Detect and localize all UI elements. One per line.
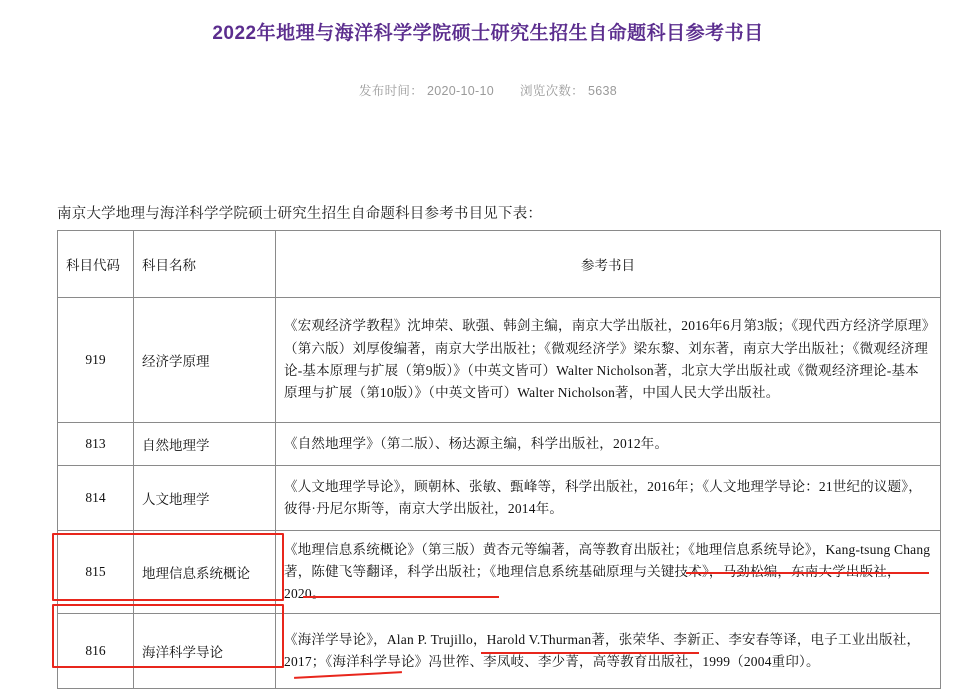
header-code: 科目代码 xyxy=(58,231,134,298)
cell-code: 813 xyxy=(58,423,134,466)
publish-date: 2020-10-10 xyxy=(427,84,494,98)
header-refs: 参考书目 xyxy=(276,231,941,298)
page-meta xyxy=(0,81,976,99)
cell-refs: 《自然地理学》（第二版）、杨达源主编，科学出版社，2012年。 xyxy=(276,423,941,466)
cell-code: 814 xyxy=(58,466,134,531)
table-row xyxy=(58,466,941,531)
table-row xyxy=(58,298,941,423)
publish-time-label: 发布时间： xyxy=(359,84,424,98)
views-count: 5638 xyxy=(587,84,617,98)
cell-refs: 《人文地理学导论》，顾朝林、张敏、甄峰等，科学出版社，2016年；《人文地理学导论：21世纪的议题》，彼得·丹尼尔斯等，南京大学出版社，2014年。 xyxy=(276,466,941,531)
cell-name: 自然地理学 xyxy=(134,423,276,466)
table-row xyxy=(58,423,941,466)
table-header-row xyxy=(58,231,941,298)
cell-name: 海洋科学导论 xyxy=(134,614,276,689)
cell-refs: 《地理信息系统概论》（第三版）黄杏元等编著，高等教育出版社；《地理信息系统导论》，Kang-tsung Chang著，陈健飞等翻译，科学出版社；《地理信息系统基础原理与关键技术》，马劲松编，东南大学出版社，2020。 xyxy=(276,531,941,614)
page-title: 2022年地理与海洋科学学院硕士研究生招生自命题科目参考书目 xyxy=(212,23,764,44)
views-label: 浏览次数： xyxy=(519,84,584,98)
table-row xyxy=(58,614,941,689)
reference-book-table xyxy=(57,230,941,689)
table-row xyxy=(58,531,941,614)
cell-name: 地理信息系统概论 xyxy=(134,531,276,614)
header-name: 科目名称 xyxy=(134,231,276,298)
cell-code: 919 xyxy=(58,298,134,423)
cell-refs: 《宏观经济学教程》沈坤荣、耿强、韩剑主编，南京大学出版社，2016年6月第3版；《现代西方经济学原理》（第六版）刘厚俊编著，南京大学出版社；《微观经济学》梁东黎、刘东著，南京大学出版社；《微观经济理论-基本原理与扩展（第9版）》（中英文皆可）Walter Nicholson著，北京大学出版社或《微观经济理论-基本原理与扩展（第10版）》（中英文皆可）Walter Nicholson著，中国人民大学出版社。 xyxy=(276,298,941,423)
cell-name: 经济学原理 xyxy=(134,298,276,423)
cell-code: 816 xyxy=(58,614,134,689)
cell-name: 人文地理学 xyxy=(134,466,276,531)
cell-refs: 《海洋学导论》，Alan P. Trujillo，Harold V.Thurman著，张荣华、李新正、李安春等译，电子工业出版社，2017；《海洋科学导论》冯世筰、李凤岐、李少菁，高等教育出版社，1999（2004重印）。 xyxy=(276,614,941,689)
intro-text: 南京大学地理与海洋科学学院硕士研究生招生自命题科目参考书目见下表： xyxy=(57,206,543,222)
cell-code: 815 xyxy=(58,531,134,614)
